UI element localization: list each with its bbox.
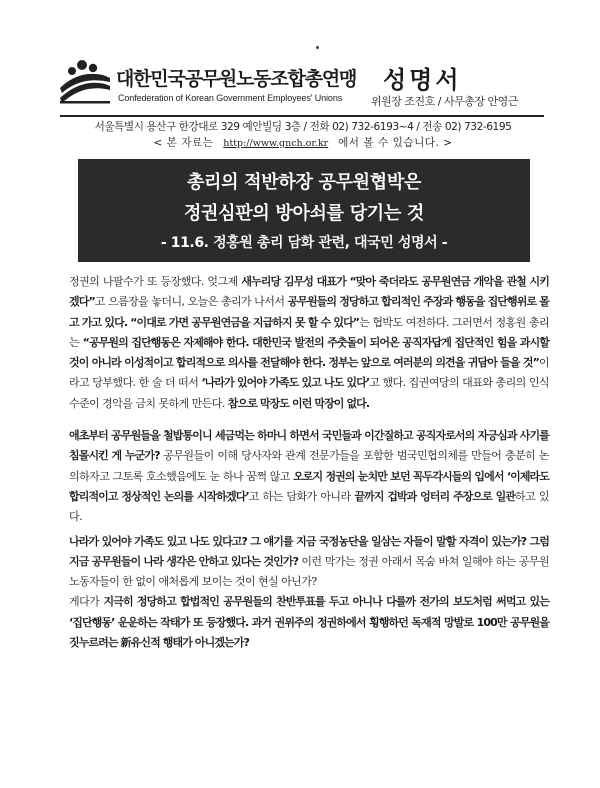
website-notice bbox=[48, 135, 558, 150]
document-type-heading: 성명서 bbox=[383, 66, 462, 94]
headline-line-2: 정권심판의 방아쇠를 당기는 것 bbox=[183, 203, 425, 224]
paragraph-2 bbox=[59, 426, 549, 527]
headline-box bbox=[78, 159, 530, 262]
website-suffix: 에서 볼 수 있습니다. > bbox=[338, 137, 453, 149]
emphasized-text: 새누리당 김무성 대표가 “맞아 죽더라도 공무원연금 개악을 관철 시키겠다” bbox=[69, 275, 549, 309]
website-link[interactable]: http://www.gnch.or.kr bbox=[223, 138, 329, 149]
emphasized-text: “공무원의 집단행동은 자제해야 한다. 대한민국 발전의 주춧돌이 되어온 공직자답게 집단적인 힘을 과시할 것이 아니라 이성적이고 합리적으로 의사를 전달해야 한다. 정부는 앞으로 여러분의 의견을 귀담아 들을 것” bbox=[69, 335, 549, 370]
emphasized-text: 참으로 막장도 이런 막장이 없다. bbox=[227, 396, 370, 410]
emphasized-text: 애초부터 공무원들을 철밥통이니 세금먹는 하마니 하면서 국민들과 이간질하고 공직자로서의 자긍심과 사기를 침몰시킨 게 누군가? bbox=[69, 429, 549, 463]
body-text-run: 게다가 bbox=[69, 595, 104, 609]
paragraph-1 bbox=[59, 272, 549, 414]
body-text-run: 하고 있다. bbox=[69, 489, 549, 524]
paragraph-4 bbox=[59, 592, 549, 653]
body-text-run: 고 하는 담화가 아니라 bbox=[248, 489, 355, 503]
body-text-run: 이런 막가는 정권 아래서 목숨 바쳐 일해야 하는 공무원노동자들이 한 없이 애처롭게 보이는 것이 현실 아닌가? bbox=[69, 554, 549, 589]
emphasized-text: ‘나라가 있어야 가족도 있고 나도 있다’ bbox=[201, 376, 370, 390]
paragraph-3 bbox=[59, 532, 549, 593]
statement-body bbox=[59, 272, 549, 653]
body-text-run: 고 으름장을 놓더니, 오늘은 총리가 나서서 bbox=[94, 295, 288, 309]
emphasized-text: 나라가 있어야 가족도 있고 나도 있다고? 그 얘기를 지금 국정농단을 일삼는 자들이 말할 자격이 있는가? 그럼 지금 공무원들이 나라 생각은 안하고 있다는 것인가? bbox=[69, 534, 549, 568]
body-text-run: 이라고 당부했다. 한 술 더 떠서 bbox=[69, 356, 549, 390]
officers-line: 위원장 조진호 / 사무총장 안영근 bbox=[371, 95, 518, 108]
header-divider bbox=[60, 115, 544, 117]
union-logo-icon bbox=[58, 58, 112, 104]
body-text-run: 는 협박도 여전하다. 그러면서 정홍원 총리는 bbox=[69, 315, 549, 349]
emphasized-text: 공무원들의 정당하고 합리적인 주장과 행동을 집단행위로 몰고 가고 있다. “이대로 가면 공무원연금을 지급하지 못 할 수 있다” bbox=[69, 295, 549, 329]
body-text-run: 공무원들이 이해 당사자와 관계 전문가들을 포함한 범국민협의체를 만들어 충분히 논의하자고 그토록 호소했음에도 눈 하나 꿈쩍 않고 bbox=[69, 449, 549, 483]
body-text-run: 고 했다. 집권여당의 대표와 총리의 인식 수준이 경악을 금치 못하게 만든다. bbox=[69, 376, 549, 410]
emphasized-text: 지극히 정당하고 합법적인 공무원들의 찬반투표를 두고 아니나 다를까 전가의 보도처럼 써먹고 있는 ‘집단행동’ 운운하는 작태가 또 등장했다. 과거 권위주의 정권하에서 횡행하던 독재적 망발로 100만 공무원을 짓누르려는 新유신적 행태가 아니겠는가? bbox=[69, 595, 549, 650]
letterhead bbox=[0, 0, 600, 120]
headline-subtitle: - 11.6. 정홍원 총리 담화 관련, 대국민 성명서 - bbox=[160, 235, 448, 251]
headline-line-1: 총리의 적반하장 공무원협박은 bbox=[186, 172, 422, 193]
contact-address: 서울특별시 용산구 한강대로 329 예안빌딩 3층 / 전화 02) 732-6193~4 / 전송 02) 732-6195 bbox=[94, 121, 512, 133]
org-name-english: Confederation of Korean Government Employees' Unions bbox=[118, 93, 343, 103]
org-name-korean: 대한민국공무원노동조합총연맹 bbox=[116, 68, 357, 90]
emphasized-text: 오로지 정권의 눈치만 보던 꼭두각시들의 입에서 ‘이제라도 합리적이고 정상적인 논의를 시작하겠다’ bbox=[69, 469, 550, 503]
scan-dot bbox=[316, 46, 319, 49]
website-prefix: < 본 자료는 bbox=[153, 137, 214, 149]
body-text-run: 정권의 나팔수가 또 등장했다. 엊그제 bbox=[69, 275, 242, 288]
emphasized-text: 끝까지 겁박과 엉터리 주장으로 일관 bbox=[354, 489, 516, 503]
